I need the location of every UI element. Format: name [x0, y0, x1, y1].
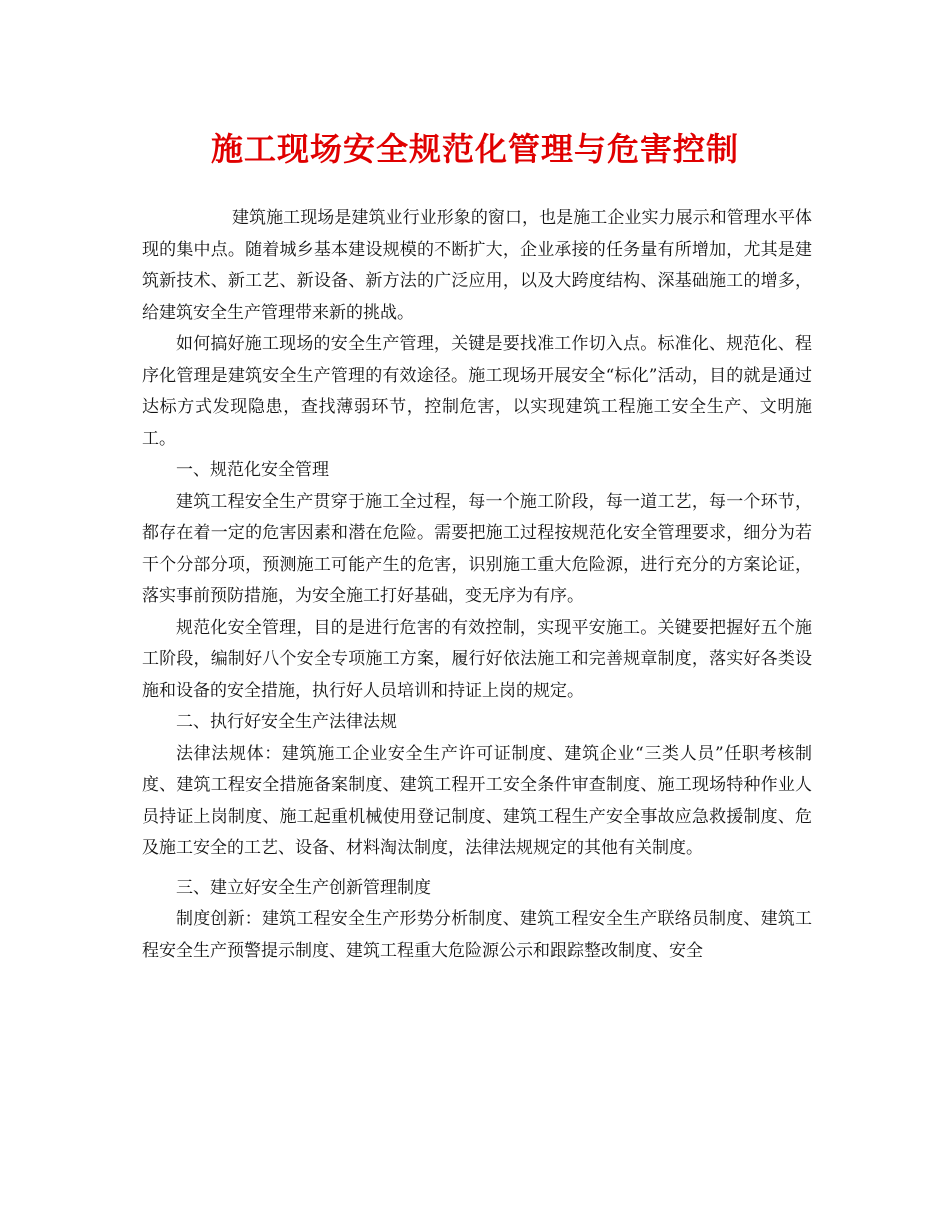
intro-paragraph-2: 如何搞好施工现场的安全生产管理，关键是要找准工作切入点。标准化、规范化、程序化管理是建筑安全生产管理的有效途径。施工现场开展安全“标化”活动，目的就是通过达标方式发现隐患，查找薄弱环节，控制危害，以实现建筑工程施工安全生产、文明施工。 — [142, 334, 812, 449]
intro-paragraph-1: 建筑施工现场是建筑业行业形象的窗口，也是施工企业实力展示和管理水平体现的集中点。随着城乡基本建设规模的不断扩大，企业承接的任务量有所增加，尤其是建筑新技术、新工艺、新设备、新方法的广泛应用，以及大跨度结构、深基础施工的增多，给建筑安全生产管理带来新的挑战。 — [142, 208, 812, 323]
document-title: 施工现场安全规范化管理与危害控制 — [210, 130, 739, 168]
section-heading-1: 一、规范化安全管理 — [176, 460, 329, 480]
section-2-paragraph-1: 法律法规体：建筑施工企业安全生产许可证制度、建筑企业“三类人员”任职考核制度、建筑工程安全措施备案制度、建筑工程开工安全条件审查制度、施工现场特种作业人员持证上岗制度、施工起重机械使用登记制度、建筑工程生产安全事故应急救援制度、危及施工安全的工艺、设备、材料淘汰制度，法律法规规定的其他有关制度。 — [142, 743, 812, 858]
section-3-paragraph-1: 制度创新：建筑工程安全生产形势分析制度、建筑工程安全生产联络员制度、建筑工程安全生产预警提示制度、建筑工程重大危险源公示和跟踪整改制度、安全 — [142, 909, 812, 961]
document-body — [142, 203, 812, 967]
section-heading-3: 三、建立好安全生产创新管理制度 — [176, 877, 431, 898]
section-1-paragraph-2: 规范化安全管理，目的是进行危害的有效控制，实现平安施工。关键要把握好五个施工阶段，编制好八个安全专项施工方案，履行好依法施工和完善规章制度，落实好各类设施和设备的安全措施，执行好人员培训和持证上岗的规定。 — [142, 617, 812, 701]
section-1-paragraph-1: 建筑工程安全生产贯穿于施工全过程，每一个施工阶段，每一道工艺，每一个环节，都存在着一定的危害因素和潜在危险。需要把施工过程按规范化安全管理要求，细分为若干个分部分项，预测施工可能产生的危害，识别施工重大危险源，进行充分的方案论证，落实事前预防措施，为安全施工打好基础，变无序为有序。 — [142, 491, 812, 606]
section-heading-2: 二、执行好安全生产法律法规 — [176, 712, 397, 732]
